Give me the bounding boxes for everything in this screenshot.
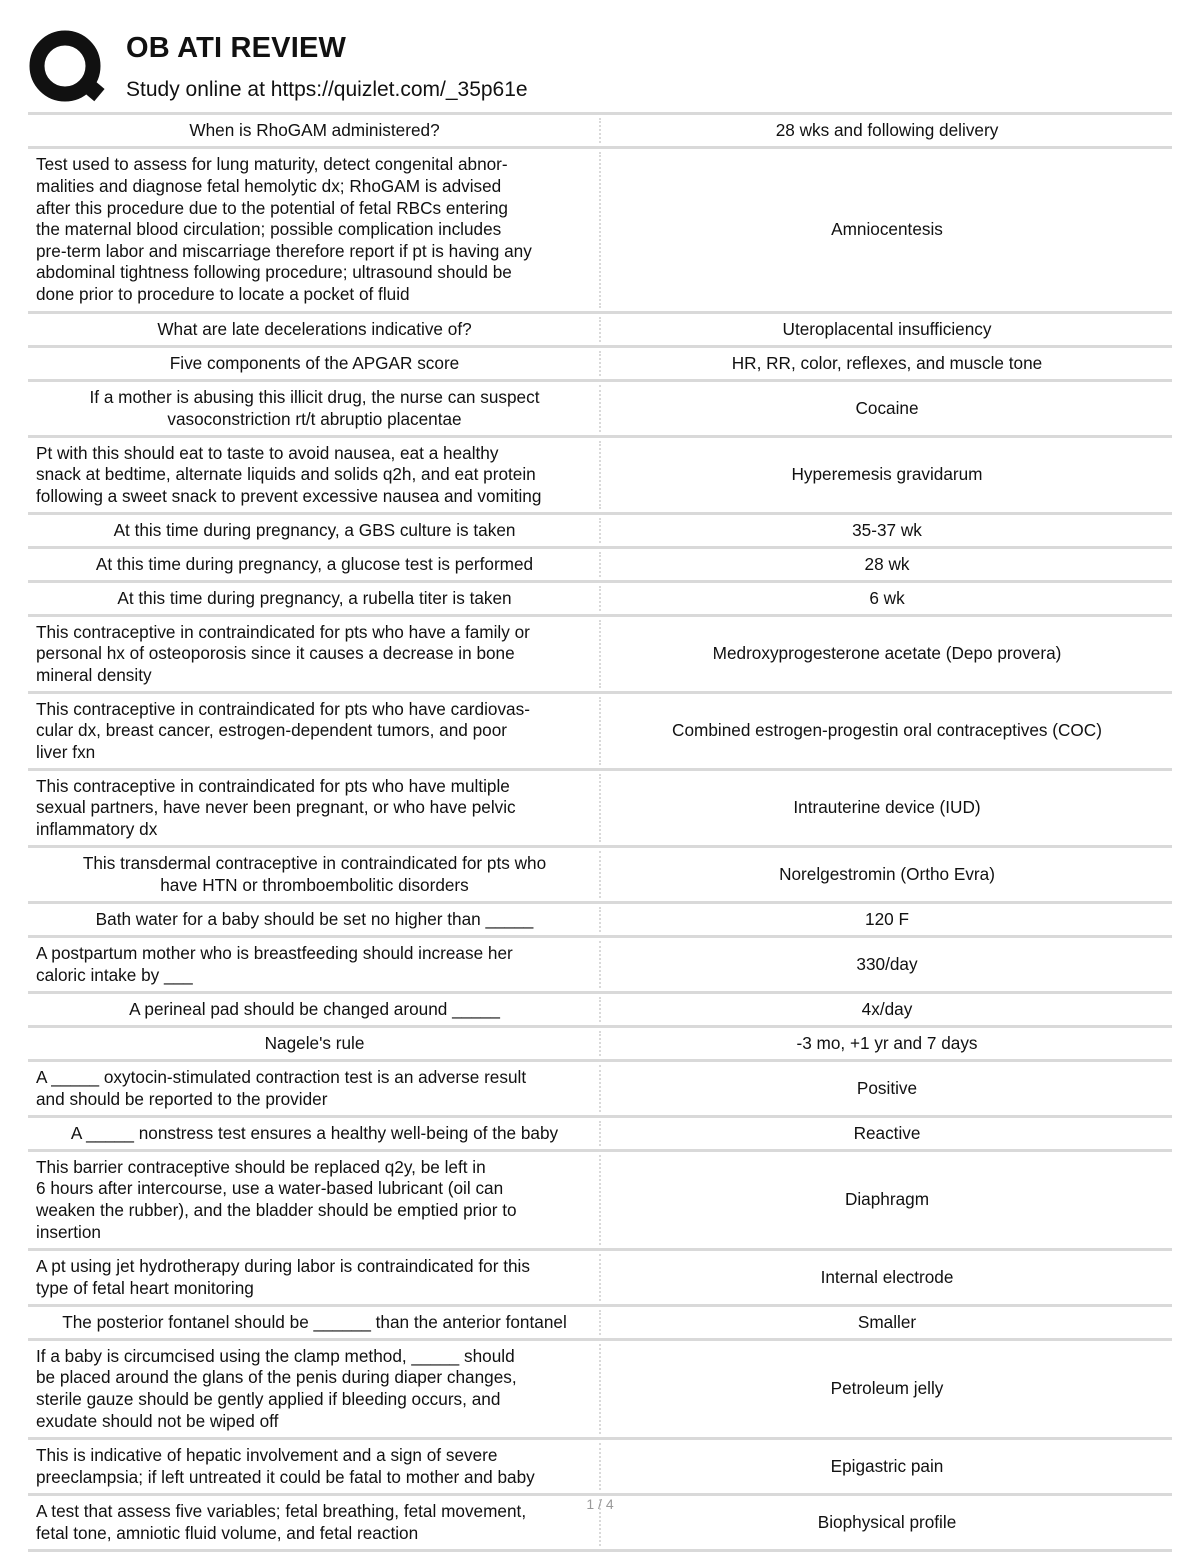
column-divider <box>599 1121 601 1146</box>
table-row <box>28 583 1172 617</box>
table-row <box>28 149 1172 314</box>
table-row <box>28 1028 1172 1062</box>
page-number: 1 / 4 <box>586 1496 614 1512</box>
question-cell: Nagele's rule <box>264 1032 365 1053</box>
table-row <box>28 515 1172 549</box>
quizlet-logo-icon <box>28 28 108 108</box>
table-row <box>28 549 1172 583</box>
answer-cell: Hyperemesis gravidarum <box>791 464 983 485</box>
table-row <box>28 617 1172 694</box>
table-row <box>28 348 1172 382</box>
answer-cell: Biophysical profile <box>817 1511 957 1532</box>
column-divider <box>599 1155 601 1245</box>
question-cell: This contraceptive in contraindicated for pts who have cardiovas- cular dx, breast cancer, estrogen-dependent tumors, and poor liver fxn <box>36 698 530 762</box>
answer-cell: 6 wk <box>869 587 905 608</box>
column-divider <box>599 441 601 509</box>
answer-cell: Cocaine <box>855 397 919 418</box>
column-divider <box>599 620 601 688</box>
column-divider <box>599 1344 601 1434</box>
table-row <box>28 382 1172 438</box>
column-divider <box>599 851 601 898</box>
column-divider <box>599 118 601 143</box>
answer-cell: Reactive <box>853 1122 921 1143</box>
question-cell: If a baby is circumcised using the clamp method, _____ should be placed around the glans of the penis during diaper changes, sterile gauze should be gently applied if bleeding occurs, and exudate should not be wiped off <box>36 1345 517 1431</box>
table-row <box>28 771 1172 848</box>
answer-cell: Medroxyprogesterone acetate (Depo provera) <box>712 643 1062 664</box>
column-divider <box>599 152 601 308</box>
question-cell: This contraceptive in contraindicated for pts who have multiple sexual partners, have never been pregnant, or who have pelvic inflammatory dx <box>36 775 516 839</box>
table-row <box>28 1152 1172 1251</box>
answer-cell: Combined estrogen-progestin oral contraceptives (COC) <box>672 720 1102 741</box>
table-row <box>28 1440 1172 1496</box>
question-cell: This transdermal contraceptive in contraindicated for pts who have HTN or thromboembolitic disorders <box>82 852 547 895</box>
question-cell: This contraceptive in contraindicated for pts who have a family or personal hx of osteoporosis since it causes a decrease in bone mineral density <box>36 621 530 685</box>
answer-cell: Diaphragm <box>844 1189 930 1210</box>
column-divider <box>599 697 601 765</box>
question-cell: A test that assess five variables; fetal breathing, fetal movement, fetal tone, amniotic fluid volume, and fetal reaction <box>36 1500 527 1543</box>
column-divider <box>599 552 601 577</box>
question-cell: This is indicative of hepatic involvement and a sign of severe preeclampsia; if left untreated it could be fatal to mother and baby <box>36 1444 535 1487</box>
answer-cell: 35-37 wk <box>852 519 922 540</box>
answer-cell: 120 F <box>865 908 909 929</box>
question-cell: At this time during pregnancy, a GBS culture is taken <box>113 519 516 540</box>
question-cell: At this time during pregnancy, a glucose test is performed <box>95 553 534 574</box>
column-divider <box>599 518 601 543</box>
answer-cell: Norelgestromin (Ortho Evra) <box>779 863 995 884</box>
answer-cell: Amniocentesis <box>831 219 943 240</box>
column-divider <box>599 1254 601 1301</box>
answer-cell: Uteroplacental insufficiency <box>782 318 992 339</box>
table-row <box>28 994 1172 1028</box>
page-header <box>28 28 1178 110</box>
question-cell: A perineal pad should be changed around _____ <box>129 998 500 1019</box>
question-cell: Bath water for a baby should be set no higher than _____ <box>95 908 534 929</box>
answer-cell: Positive <box>856 1077 918 1098</box>
flashcard-table <box>28 112 1172 1552</box>
answer-cell: 4x/day <box>861 998 913 1019</box>
question-cell: A postpartum mother who is breastfeeding should increase her caloric intake by ___ <box>36 942 513 985</box>
question-cell: Five components of the APGAR score <box>169 352 460 373</box>
table-row <box>28 1307 1172 1341</box>
column-divider <box>599 317 601 342</box>
question-cell: A pt using jet hydrotherapy during labor is contraindicated for this type of fetal heart monitoring <box>36 1255 530 1298</box>
table-row <box>28 938 1172 994</box>
column-divider <box>599 997 601 1022</box>
answer-cell: 28 wk <box>864 553 910 574</box>
study-link[interactable]: Study online at https://quizlet.com/_35p61e <box>126 78 528 101</box>
answer-cell: -3 mo, +1 yr and 7 days <box>796 1032 978 1053</box>
question-cell: Pt with this should eat to taste to avoid nausea, eat a healthy snack at bedtime, alternate liquids and solids q2h, and eat protein following a sweet snack to prevent excessive nausea and vomiting <box>36 442 542 506</box>
table-row <box>28 438 1172 515</box>
answer-cell: 330/day <box>856 953 918 974</box>
answer-cell: Smaller <box>857 1311 917 1332</box>
column-divider <box>599 1031 601 1056</box>
column-divider <box>599 1310 601 1335</box>
column-divider <box>599 1065 601 1112</box>
answer-cell: 28 wks and following delivery <box>775 119 999 140</box>
table-row <box>28 115 1172 149</box>
column-divider <box>599 907 601 932</box>
answer-cell: Petroleum jelly <box>830 1378 944 1399</box>
question-cell: When is RhoGAM administered? <box>189 119 440 140</box>
table-row <box>28 1062 1172 1118</box>
column-divider <box>599 774 601 842</box>
answer-cell: Intrauterine device (IUD) <box>793 797 981 818</box>
column-divider <box>599 1443 601 1490</box>
question-cell: A _____ nonstress test ensures a healthy well-being of the baby <box>70 1122 559 1143</box>
table-row <box>28 1341 1172 1440</box>
table-row <box>28 848 1172 904</box>
question-cell: Test used to assess for lung maturity, detect congenital abnor- malities and diagnose fetal hemolytic dx; RhoGAM is advised after this procedure due to the potential of fetal RBCs entering the maternal blood circulation; possible complication includes pre-term labor and miscarriage therefore report if pt is having any abdominal tightness following procedure; ultrasound should be done prior to procedure to locate a pocket of fluid <box>36 154 532 304</box>
question-cell: A _____ oxytocin-stimulated contraction test is an adverse result and should be reported to the provider <box>36 1066 527 1109</box>
table-row <box>28 694 1172 771</box>
answer-cell: Internal electrode <box>820 1266 954 1287</box>
table-row <box>28 314 1172 348</box>
question-cell: This barrier contraceptive should be replaced q2y, be left in 6 hours after intercourse, use a water-based lubricant (oil can weaken the rubber), and the bladder should be emptied prior to insertion <box>36 1156 517 1242</box>
answer-cell: HR, RR, color, reflexes, and muscle tone <box>731 352 1043 373</box>
question-cell: The posterior fontanel should be ______ than the anterior fontanel <box>62 1311 567 1332</box>
column-divider <box>599 941 601 988</box>
column-divider <box>599 586 601 611</box>
column-divider <box>599 385 601 432</box>
answer-cell: Epigastric pain <box>830 1455 944 1476</box>
question-cell: What are late decelerations indicative of? <box>157 318 472 339</box>
page-title: OB ATI REVIEW <box>126 32 347 64</box>
question-cell: If a mother is abusing this illicit drug, the nurse can suspect vasoconstriction rt/t abruptio placentae <box>89 386 540 429</box>
question-cell: At this time during pregnancy, a rubella titer is taken <box>117 587 512 608</box>
table-row <box>28 1118 1172 1152</box>
column-divider <box>599 351 601 376</box>
table-row <box>28 1251 1172 1307</box>
table-row <box>28 904 1172 938</box>
